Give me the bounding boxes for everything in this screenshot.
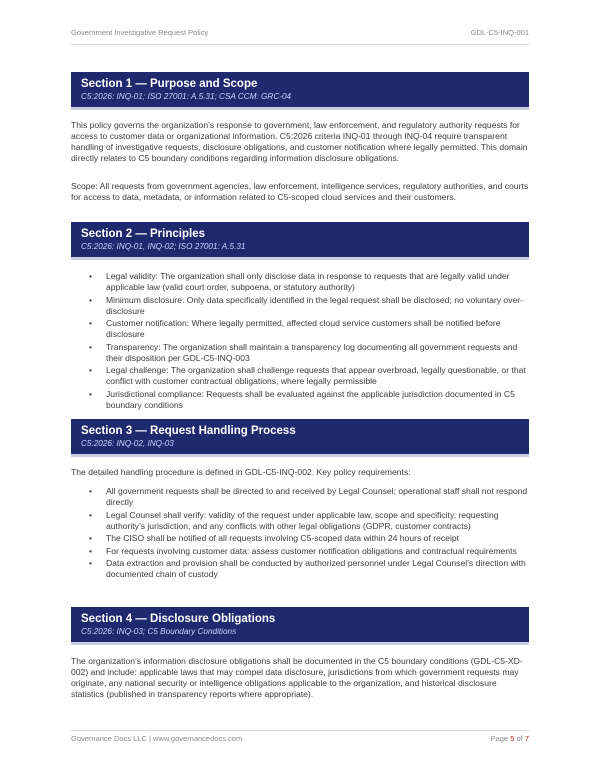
section-refs: C5:2026: INQ-01, INQ-02; ISO 27001: A.5.31 xyxy=(81,242,246,251)
section-title: Section 1 — Purpose and Scope xyxy=(81,78,258,90)
list-item: • Customer notification: Where legally permitted, affected cloud service customers shall be notified before disclosure xyxy=(89,318,501,340)
section-1-heading xyxy=(71,72,529,110)
doc-id: GDL-C5-INQ-001 xyxy=(470,28,529,37)
list-item-text: All government requests shall be directed to and received by Legal Counsel; operational staff shall not respond directly xyxy=(106,486,528,507)
section-2-heading xyxy=(71,222,529,260)
section-3-intro: The detailed handling procedure is defined in GDL-C5-INQ-002. Key policy requirements: xyxy=(71,467,411,477)
running-header xyxy=(71,28,529,37)
list-item: • Jurisdictional compliance: Requests shall be evaluated against the applicable jurisdiction documented in C5 boundary conditions xyxy=(89,388,515,410)
section-4-paragraph-1: The organization’s information disclosure obligations shall be documented in the C5 boundary conditions (GDL-C5-XD-002) and include: applicable laws that may compel data disclosure, jurisdictions from which government requests may originate, any national security or intelligence obligations applicable to the organization, and historical disclosure statistics (published in transparency reports where appropriate). xyxy=(71,656,523,699)
section-3-heading xyxy=(71,419,529,457)
header-rule xyxy=(71,44,529,45)
footer-rule xyxy=(71,730,529,731)
doc-title: Government Investigative Request Policy xyxy=(71,28,209,37)
list-item-text: Transparency: The organization shall maintain a transparency log documenting all government requests and their disposition per GDL-C5-INQ-003 xyxy=(106,341,518,363)
list-item-text: Legal Counsel shall verify: validity of the request under applicable law, scope and specificity, requesting authority’s jurisdiction, and any conflicts with other legal obligations (GDPR, customer contracts) xyxy=(106,509,499,531)
section-1-paragraph-2: Scope: All requests from government agencies, law enforcement, intelligence services, regulatory authorities, and courts for access to data, metadata, or information related to C5-scoped cloud services and their customers. xyxy=(71,181,529,202)
list-item: • Legal challenge: The organization shall challenge requests that appear overbroad, legally questionable, or that conflict with customer contractual obligations, where legally permissible xyxy=(89,365,526,387)
list-item: • All government requests shall be directed to and received by Legal Counsel; operational staff shall not respond directly xyxy=(89,486,528,507)
list-item: • Transparency: The organization shall maintain a transparency log documenting all government requests and their disposition per GDL-C5-INQ-003 xyxy=(89,341,518,363)
section-title: Section 4 — Disclosure Obligations xyxy=(81,613,276,625)
section-2-principles-list xyxy=(71,271,529,413)
list-item: • Legal validity: The organization shall only disclose data in response to requests that are legally valid under applicable law (valid court order, subpoena, or statutory authority) xyxy=(89,271,510,292)
list-item: • The CISO shall be notified of all requests involving C5-scoped data within 24 hours of receipt xyxy=(89,533,460,544)
list-item: • Minimum disclosure: Only data specifically identified in the legal request shall be disclosed; no voluntary over-disclosure xyxy=(89,294,524,316)
section-refs: C5:2026: INQ-02, INQ-03 xyxy=(81,439,174,448)
list-item-text: Minimum disclosure: Only data specifically identified in the legal request shall be disclosed; no voluntary over-disclosure xyxy=(106,294,524,316)
list-item-text: Data extraction and provision shall be conducted by authorized personnel under Legal Counsel’s direction with documented chain of custody xyxy=(106,558,526,580)
list-item-text: Legal challenge: The organization shall challenge requests that appear overbroad, legally questionable, or that conflict with customer contractual obligations, where legally permissible xyxy=(106,365,526,387)
section-refs: C5:2026: INQ-03; C5 Boundary Conditions xyxy=(81,627,237,636)
section-3-requirements-list xyxy=(71,486,529,582)
section-title: Section 3 — Request Handling Process xyxy=(81,425,296,437)
list-item-text: Legal validity: The organization shall only disclose data in response to requests that are legally valid under applicable law (valid court order, subpoena, or statutory authority) xyxy=(106,271,510,292)
list-item: • For requests involving customer data: assess customer notification obligations and contractual requirements xyxy=(89,545,517,556)
page-separator: of xyxy=(516,734,523,743)
section-refs: C5:2026: INQ-01; ISO 27001: A.5.31; CSA CCM: GRC-04 xyxy=(81,92,292,101)
list-item: • Data extraction and provision shall be conducted by authorized personnel under Legal Counsel’s direction with documented chain of custody xyxy=(89,558,526,580)
list-item: • Legal Counsel shall verify: validity of the request under applicable law, scope and specificity, requesting authority’s jurisdiction, and any conflicts with other legal obligations (GDPR, customer contracts) xyxy=(89,509,499,531)
footer-company: Governance Docs LLC | www.governancedocs.com xyxy=(71,734,243,743)
section-4-heading xyxy=(71,607,529,645)
section-1-paragraph-1: This policy governs the organization’s response to government, law enforcement, and regulatory authority requests for access to customer data or organizational information. C5:2026 criteria INQ-01 through INQ-04 require transparent handling of investigative requests, disclosure obligations, and customer notification where legally permitted. This domain directly relates to C5 boundary conditions regarding information disclosure obligations. xyxy=(71,120,528,163)
list-item-text: Customer notification: Where legally permitted, affected cloud service customers shall be notified before disclosure xyxy=(106,318,501,340)
section-title: Section 2 — Principles xyxy=(81,228,205,240)
list-item-text: The CISO shall be notified of all requests involving C5-scoped data within 24 hours of receipt xyxy=(106,533,460,544)
page-current: 5 xyxy=(510,734,515,743)
page-label: Page xyxy=(490,734,509,743)
list-item-text: Jurisdictional compliance: Requests shall be evaluated against the applicable jurisdiction documented in C5 boundary conditions xyxy=(106,388,515,410)
page-total: 7 xyxy=(524,734,529,743)
page-number xyxy=(491,734,529,743)
page-footer xyxy=(71,734,529,743)
list-item-text: For requests involving customer data: assess customer notification obligations and contractual requirements xyxy=(106,545,517,556)
